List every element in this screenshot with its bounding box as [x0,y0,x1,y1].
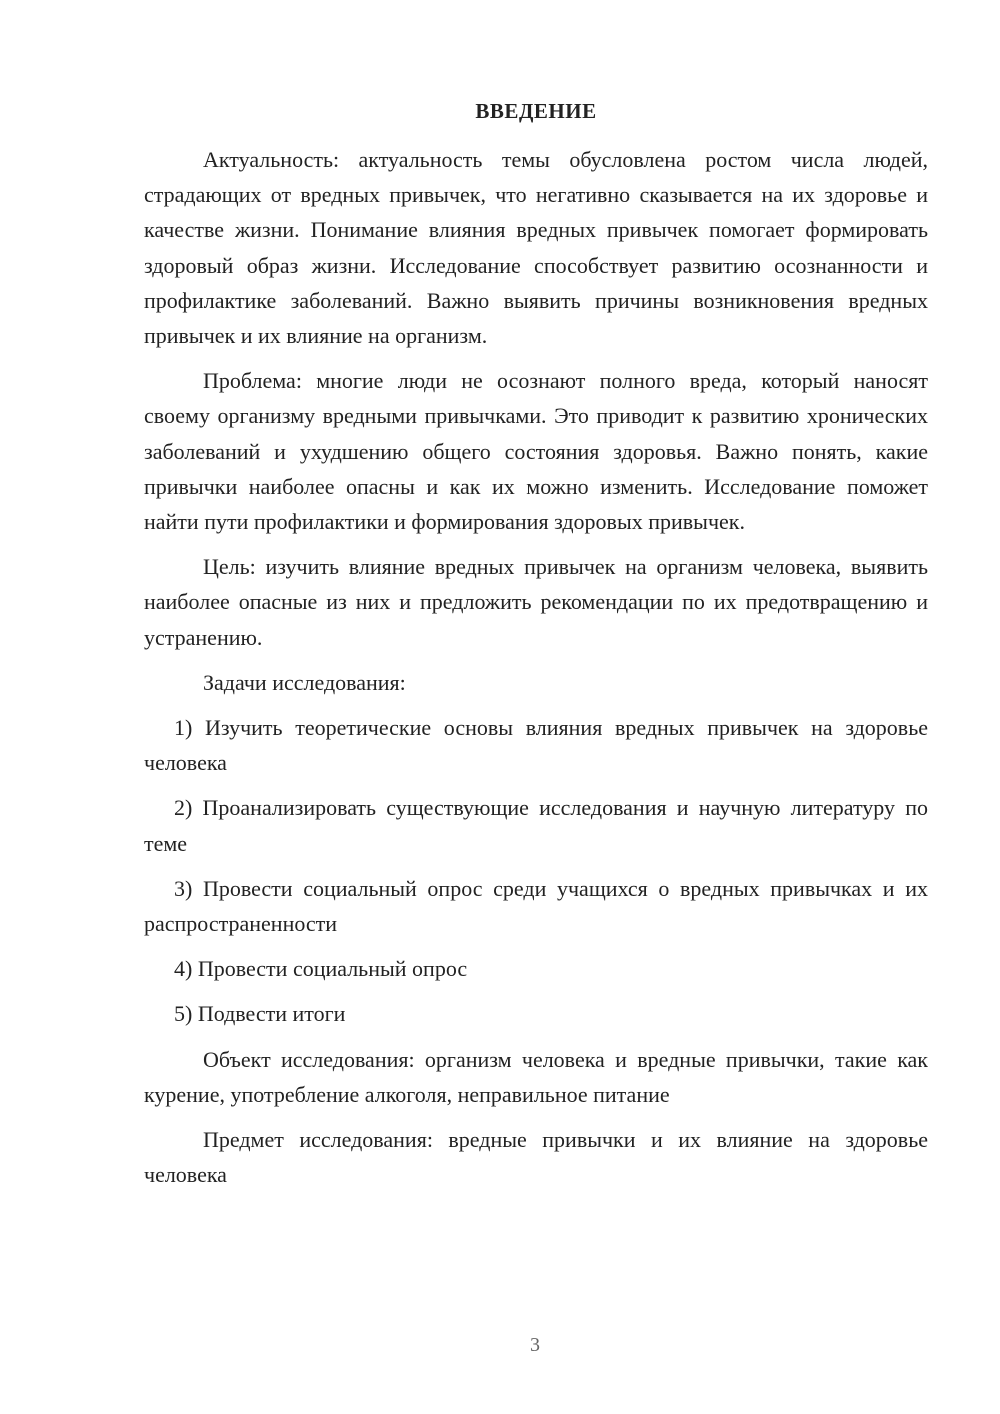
document-body [144,142,928,1192]
paragraph-subject: Предмет исследования: вредные привычки и их влияние на здоровье человека [144,1127,928,1188]
list-item: 4) Провести социальный опрос [174,956,468,982]
paragraph-object: Объект исследования: организм человека и вредные привычки, такие как курение, употребление алкоголя, неправильное питание [144,1046,928,1107]
list-item: 5) Подвести итоги [174,1001,346,1027]
page-title: ВВЕДЕНИЕ [475,99,597,123]
paragraph-relevance: Актуальность: актуальность темы обусловлена ростом числа людей, страдающих от вредных привычек, что негативно сказывается на их здоровье и качестве жизни. Понимание влияния вредных привычек помогает формировать здоровый образ жизни. Исследование способствует развитию осознанности и профилактике заболеваний. Важно выявить причины возникновения вредных привычек и их влияние на организм. [144,147,928,349]
tasks-heading: Задачи исследования: [203,669,406,695]
paragraph-problem: Проблема: многие люди не осознают полного вреда, который наносят своему организму вредными привычками. Это приводит к развитию хронических заболеваний и ухудшению общего состояния здоровья. Важно понять, какие привычки наиболее опасны и как их можно изменить. Исследование поможет найти пути профилактики и формирования здоровых привычек. [144,368,928,535]
page-number: 3 [530,1334,540,1356]
list-item: 3) Провести социальный опрос среди учащихся о вредных привычках и их распространенности [144,875,928,937]
list-item: 1) Изучить теоретические основы влияния вредных привычек на здоровье человека [144,715,928,776]
list-item: 2) Проанализировать существующие исследования и научную литературу по теме [144,795,928,856]
paragraph-goal: Цель: изучить влияние вредных привычек на организм человека, выявить наиболее опасные из них и предложить рекомендации по их предотвращению и устранению. [144,554,928,650]
